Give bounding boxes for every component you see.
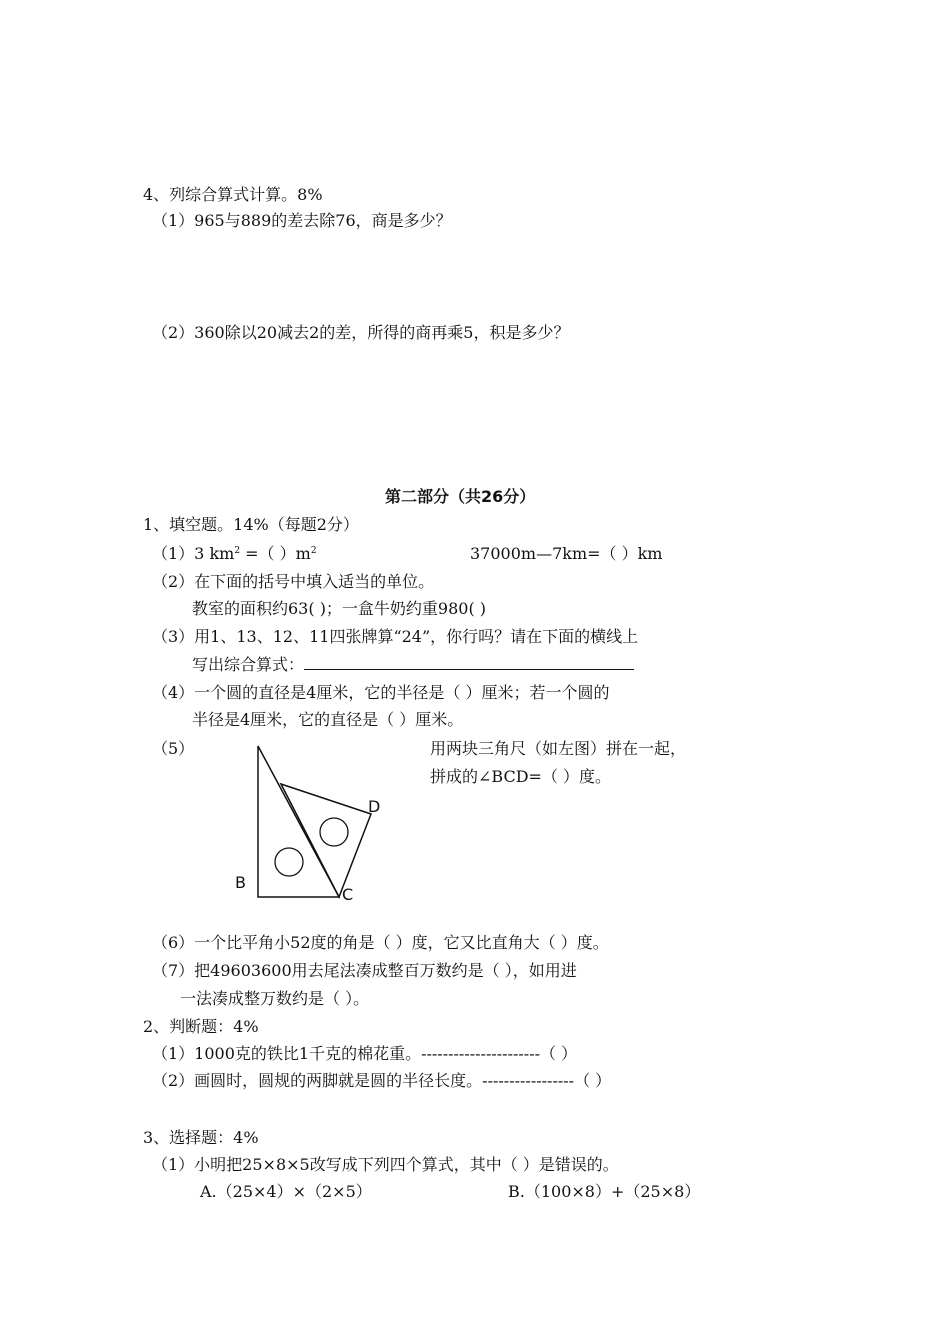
fill-q2-line2: 教室的面积约63( )；一盒牛奶约重980( )	[192, 599, 487, 618]
ruler-hole-left	[275, 848, 303, 876]
fill-q3-line1: （3）用1、13、12、11四张牌算“24”，你行吗？请在下面的横线上	[152, 627, 639, 646]
judge-title: 2、判断题：4%	[143, 1017, 259, 1036]
fill-q3-line2	[192, 655, 634, 675]
choice-option-b: B.（100×8）+（25×8）	[508, 1182, 701, 1201]
choice-title: 3、选择题：4%	[143, 1128, 259, 1147]
part2-heading: 第二部分（共26分）	[385, 487, 536, 506]
label-d: D	[368, 797, 381, 816]
fill-q5-line2: 拼成的∠BCD=（ ）度。	[430, 767, 612, 786]
fill-q1-a-sup: 2	[234, 546, 241, 556]
answer-underline	[304, 655, 634, 670]
triangle-ruler-right	[281, 784, 371, 897]
judge-q2: （2）画圆时，圆规的两脚就是圆的半径长度。-----------------（ ）	[152, 1071, 612, 1090]
fill-q1-a-pre: （1）3 km	[152, 544, 235, 563]
label-b: B	[235, 873, 246, 892]
choice-q1: （1）小明把25×8×5改写成下列四个算式，其中（ ）是错误的。	[152, 1155, 619, 1174]
fill-q1-b: 37000m—7km=（ ）km	[470, 544, 663, 563]
judge-q1: （1）1000克的铁比1千克的棉花重。----------------------（ ）	[152, 1044, 578, 1063]
fill-q7-line1: （7）把49603600用去尾法凑成整百万数约是（ ），如用进	[152, 961, 577, 980]
fill-q1-a	[152, 544, 317, 564]
fill-q1-a-sup2: 2	[310, 546, 317, 556]
fill-q1-a-mid: =（ ）m	[240, 544, 311, 563]
triangle-rulers-figure	[225, 740, 395, 910]
ruler-hole-right	[320, 818, 348, 846]
fill-q5-label: （5）	[152, 739, 195, 758]
label-c: C	[342, 885, 354, 904]
fill-q6: （6）一个比平角小52度的角是（ ）度，它又比直角大（ ）度。	[152, 933, 609, 952]
q4-item-1: （1）965与889的差去除76，商是多少？	[152, 211, 452, 230]
fill-title: 1、填空题。14%（每题2分）	[143, 515, 359, 534]
q4-item-2: （2）360除以20减去2的差，所得的商再乘5，积是多少？	[152, 323, 570, 342]
fill-q4-line1: （4）一个圆的直径是4厘米，它的半径是（ ）厘米；若一个圆的	[152, 683, 610, 702]
fill-q7-line2: 一法凑成整万数约是（ ）。	[180, 989, 370, 1008]
fill-q4-line2: 半径是4厘米，它的直径是（ ）厘米。	[192, 710, 464, 729]
fill-q5-line1: 用两块三角尺（如左图）拼在一起，	[430, 739, 687, 758]
fill-q2-line1: （2）在下面的括号中填入适当的单位。	[152, 572, 435, 591]
q4-title: 4、列综合算式计算。8%	[143, 185, 323, 204]
fill-q3-label: 写出综合算式：	[192, 655, 305, 674]
choice-option-a: A.（25×4）×（2×5）	[200, 1182, 372, 1201]
